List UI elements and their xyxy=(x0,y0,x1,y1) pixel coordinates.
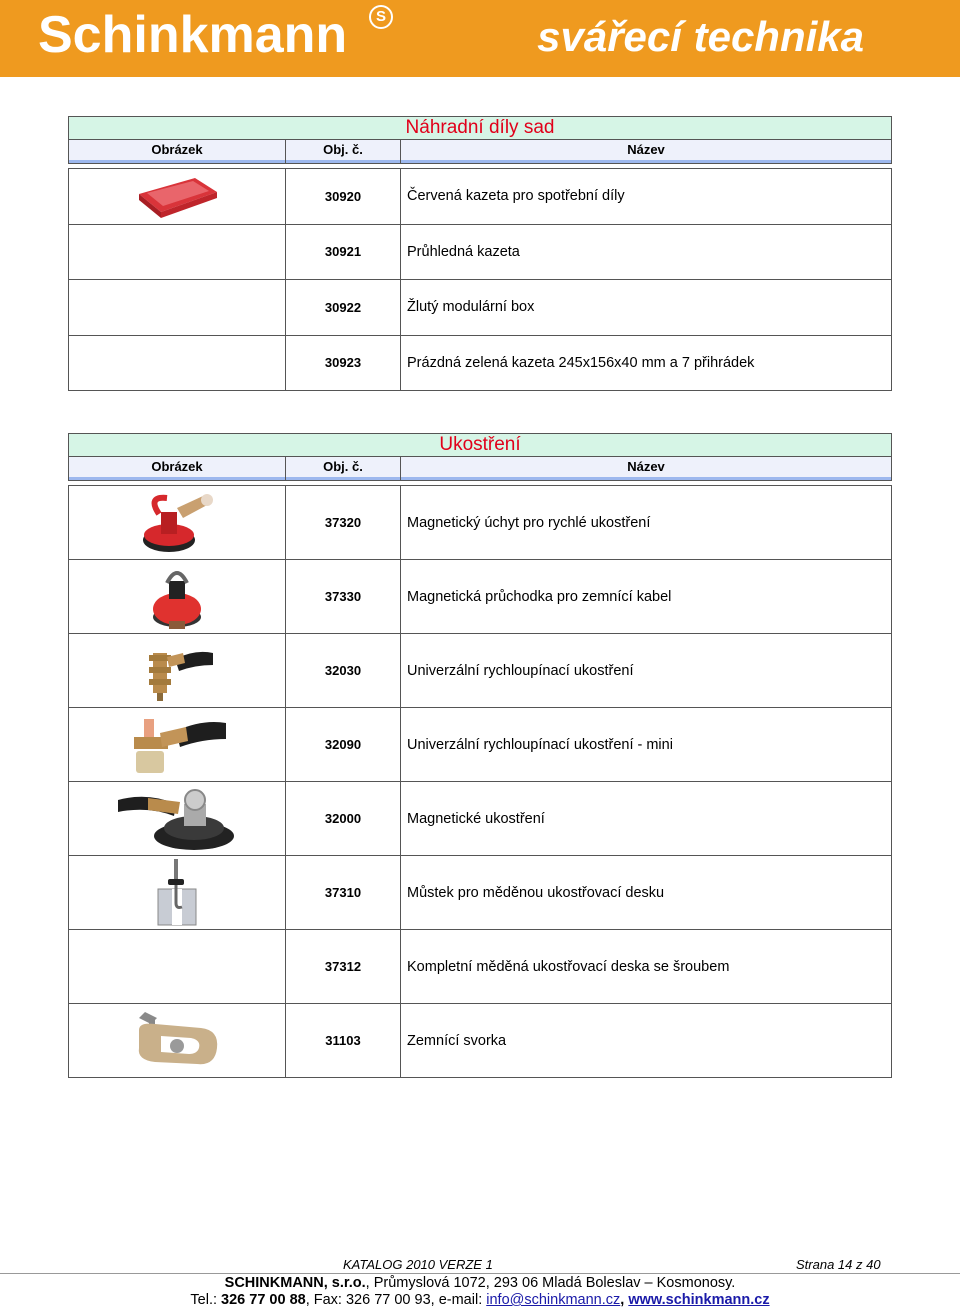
col-image: Obrázek xyxy=(69,140,286,163)
brand-logo: Schinkmann xyxy=(38,6,348,64)
product-image xyxy=(69,1004,286,1077)
item-code: 30920 xyxy=(286,169,401,224)
table-row xyxy=(69,486,891,560)
footer-tel-label: Tel.: xyxy=(190,1292,222,1308)
item-name: Univerzální rychloupínací ukostření - mini xyxy=(407,736,673,753)
section-title: Náhradní díly sad xyxy=(68,116,892,140)
product-image xyxy=(69,486,286,559)
col-code: Obj. č. xyxy=(286,457,401,480)
column-header xyxy=(68,140,892,164)
item-name: Můstek pro měděnou ukostřovací desku xyxy=(407,884,665,901)
header-banner xyxy=(0,0,960,77)
tagline: svářecí technika xyxy=(537,13,864,60)
col-name: Název xyxy=(627,459,665,474)
item-name: Žlutý modulární box xyxy=(407,299,535,316)
item-name: Průhledná kazeta xyxy=(407,243,520,260)
col-code: Obj. č. xyxy=(286,140,401,163)
product-image xyxy=(69,930,286,1003)
item-name: Magnetický úchyt pro rychlé ukostření xyxy=(407,514,651,531)
product-image xyxy=(69,782,286,855)
table-row xyxy=(69,856,891,930)
item-code: 30921 xyxy=(286,225,401,280)
quick-clamp-icon xyxy=(139,639,215,703)
item-code: 31103 xyxy=(286,1004,401,1077)
item-code: 37310 xyxy=(286,856,401,929)
product-image xyxy=(69,280,286,335)
item-code: 30922 xyxy=(286,280,401,335)
item-code: 32090 xyxy=(286,708,401,781)
section-grounding xyxy=(68,433,892,1078)
section-title: Ukostření xyxy=(68,433,892,457)
product-image xyxy=(69,169,286,224)
table-row xyxy=(69,782,891,856)
magnetic-feedthrough-icon xyxy=(147,563,207,631)
item-name: Prázdná zelená kazeta 245x156x40 mm a 7 přihrádek xyxy=(407,354,755,371)
table-row xyxy=(69,560,891,634)
item-code: 37312 xyxy=(286,930,401,1003)
table-row xyxy=(69,1004,891,1078)
item-code: 37320 xyxy=(286,486,401,559)
ground-clamp-icon xyxy=(131,1008,223,1074)
product-image xyxy=(69,336,286,391)
footer-tel: 326 77 00 88 xyxy=(221,1292,306,1308)
col-image: Obrázek xyxy=(69,457,286,480)
item-name: Zemnící svorka xyxy=(407,1032,507,1049)
footer-address-text: , Průmyslová 1072, 293 06 Mladá Boleslav – Kosmonosy. xyxy=(365,1275,736,1291)
footer-fax: , Fax: 326 77 00 93, e-mail: xyxy=(305,1292,487,1308)
footer-contacts xyxy=(0,1292,960,1308)
quick-clamp-mini-icon xyxy=(126,713,228,777)
registered-mark: S xyxy=(369,5,393,29)
table-row xyxy=(69,634,891,708)
footer-address xyxy=(0,1275,960,1291)
product-image xyxy=(69,856,286,929)
table-row xyxy=(69,336,891,392)
item-name: Magnetická průchodka pro zemnící kabel xyxy=(407,588,672,605)
footer-email-link[interactable]: info@schinkmann.cz xyxy=(486,1292,621,1308)
footer-company: SCHINKMANN, s.r.o. xyxy=(224,1275,366,1291)
table-row xyxy=(69,930,891,1004)
table-row xyxy=(69,708,891,782)
footer-separator: , xyxy=(620,1292,629,1308)
magnetic-holder-icon xyxy=(137,490,217,556)
product-image xyxy=(69,225,286,280)
section-spare-parts xyxy=(68,116,892,391)
item-code: 30923 xyxy=(286,336,401,391)
item-name: Magnetické ukostření xyxy=(407,810,545,827)
footer-page-number: Strana 14 z 40 xyxy=(796,1257,881,1272)
product-image xyxy=(69,634,286,707)
table-row xyxy=(69,169,891,225)
item-name: Červená kazeta pro spotřební díly xyxy=(407,188,625,205)
red-case-icon xyxy=(135,172,219,220)
item-code: 32000 xyxy=(286,782,401,855)
table-row xyxy=(69,280,891,336)
footer-web-link[interactable]: www.schinkmann.cz xyxy=(628,1292,770,1308)
bridge-icon xyxy=(154,859,200,927)
footer-catalog: KATALOG 2010 VERZE 1 xyxy=(343,1257,493,1272)
table-body xyxy=(68,485,892,1078)
product-image xyxy=(69,560,286,633)
table-row xyxy=(69,225,891,281)
item-name: Kompletní měděná ukostřovací deska se šroubem xyxy=(407,958,730,975)
product-image xyxy=(69,708,286,781)
column-header xyxy=(68,457,892,481)
magnetic-ground-icon xyxy=(118,784,236,854)
item-code: 37330 xyxy=(286,560,401,633)
item-name: Univerzální rychloupínací ukostření xyxy=(407,662,634,679)
col-name: Název xyxy=(627,142,665,157)
table-body xyxy=(68,168,892,391)
footer-divider xyxy=(0,1273,960,1274)
item-code: 32030 xyxy=(286,634,401,707)
